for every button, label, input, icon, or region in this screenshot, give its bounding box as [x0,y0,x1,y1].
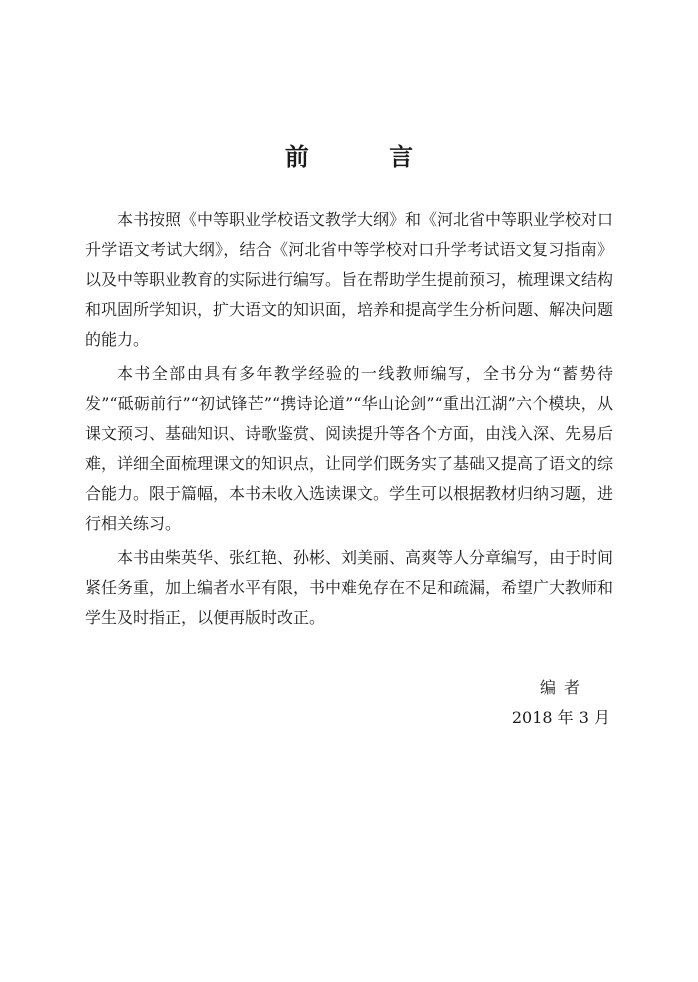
paragraph: 本书由柴英华、张红艳、孙彬、刘美丽、高爽等人分章编写，由于时间紧任务重，加上编者水平有限，书中难免存在不足和疏漏，希望广大教师和学生及时指正，以便再版时改正。 [85,548,614,627]
signature-author: 编者 [539,678,588,697]
paragraph: 本书按照《中等职业学校语文教学大纲》和《河北省中等职业学校对口升学语文考试大纲》，结合《河北省中等学校对口升学考试语文复习指南》以及中等职业教育的实际进行编写。旨在帮助学生提前预习，梳理课文结构和巩固所学知识，扩大语文的知识面，培养和提高学生分析问题、解决问题的能力。 [85,210,614,349]
paragraph: 本书全部由具有多年教学经验的一线教师编写，全书分为“蓄势待发”“砥砺前行”“初试锋芒”“携诗论道”“华山论剑”“重出江湖”六个模块，从课文预习、基础知识、诗歌鉴赏、阅读提升等各个方面，由浅入深、先易后难，详细全面梳理课文的知识点，让同学们既务实了基础又提高了语文的综合能力。限于篇幅，本书未收入选读课文。学生可以根据教材归纳习题，进行相关练习。 [85,364,614,533]
preface-body [85,205,613,637]
signature-date: 2018 年 3 月 [511,708,610,727]
signature-block [512,673,610,733]
page-title: 前 言 [284,143,450,171]
